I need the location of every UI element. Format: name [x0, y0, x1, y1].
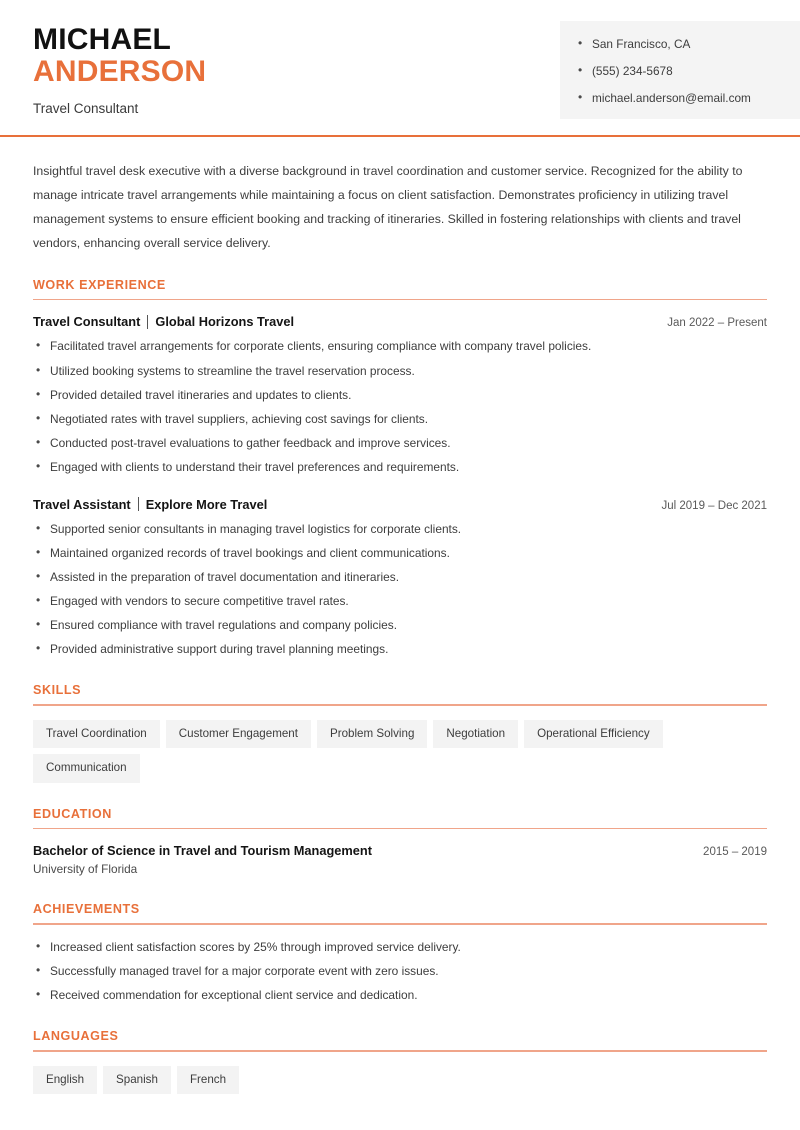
list-item: • Provided administrative support during travel planning meetings.	[33, 641, 767, 657]
section-divider	[33, 704, 767, 706]
section-title-languages: LANGUAGES	[33, 1029, 119, 1044]
education-degree: Bachelor of Science in Travel and Tourism Management	[33, 843, 372, 859]
achievements-bullet-list	[33, 939, 767, 1003]
skill-chip: Communication	[33, 754, 140, 782]
list-item: • Conducted post-travel evaluations to gather feedback and improve services.	[33, 435, 767, 451]
list-item: • Engaged with vendors to secure competitive travel rates.	[33, 593, 767, 609]
experience-entry	[33, 314, 767, 474]
experience-entry-header	[33, 497, 767, 512]
section-skills	[33, 683, 767, 783]
experience-title	[33, 314, 294, 329]
education-date: 2015 – 2019	[703, 846, 767, 859]
contact-item-phone	[578, 64, 786, 78]
list-item: • Successfully managed travel for a major corporate event with zero issues.	[33, 963, 767, 979]
contact-panel	[560, 21, 800, 119]
separator-bar-icon	[147, 315, 148, 329]
contact-item-location	[578, 37, 786, 51]
last-name: ANDERSON	[33, 55, 207, 89]
experience-title	[33, 497, 267, 512]
language-chip: French	[177, 1066, 239, 1094]
experience-role: Travel Consultant	[33, 314, 141, 330]
experience-role: Travel Assistant	[33, 496, 131, 512]
experience-entry	[33, 497, 767, 657]
skills-chip-group	[33, 720, 767, 783]
experience-entry-header	[33, 314, 767, 329]
experience-company: Explore More Travel	[145, 496, 268, 512]
experience-date: Jul 2019 – Dec 2021	[661, 499, 767, 512]
section-title-skills: SKILLS	[33, 683, 82, 698]
section-languages	[33, 1029, 767, 1094]
language-chip: English	[33, 1066, 97, 1094]
section-divider	[33, 828, 767, 830]
first-name: MICHAEL	[33, 23, 172, 56]
list-item: • Negotiated rates with travel suppliers, achieving cost savings for clients.	[33, 411, 767, 427]
skill-chip: Problem Solving	[317, 720, 427, 748]
list-item: • Assisted in the preparation of travel documentation and itineraries.	[33, 569, 767, 585]
section-education	[33, 807, 767, 877]
separator-bar-icon	[138, 497, 139, 511]
experience-bullet-list	[33, 521, 767, 657]
section-divider	[33, 1050, 767, 1052]
list-item: • Increased client satisfaction scores by 25% through improved service delivery.	[33, 939, 767, 955]
section-achievements	[33, 902, 767, 1003]
list-item: • Facilitated travel arrangements for corporate clients, ensuring compliance with company travel policies.	[33, 338, 767, 354]
experience-date: Jan 2022 – Present	[667, 317, 767, 330]
education-entry-header	[33, 843, 767, 858]
professional-title: Travel Consultant	[33, 100, 139, 116]
contact-email-text: michael.anderson@email.com	[592, 91, 751, 106]
education-school: University of Florida	[33, 862, 138, 877]
experience-company: Global Horizons Travel	[155, 314, 295, 330]
skill-chip: Customer Engagement	[166, 720, 311, 748]
skill-chip: Travel Coordination	[33, 720, 160, 748]
professional-summary: Insightful travel desk executive with a diverse background in travel coordination and customer service. Recognized for the ability to manage intricate travel arrangements while maintaining a focus on client satisfaction. Demonstrates proficiency in utilizing travel management systems to ensure efficient booking and tracking of itineraries. Skilled in fostering relationships with clients and travel vendors, enhancing overall service delivery.	[33, 164, 743, 250]
contact-phone-text: (555) 234-5678	[592, 64, 673, 79]
list-item: • Received commendation for exceptional client service and dedication.	[33, 987, 767, 1003]
list-item: • Utilized booking systems to streamline the travel reservation process.	[33, 363, 767, 379]
identity-block	[0, 0, 206, 116]
header-divider	[0, 135, 800, 137]
section-title-work-experience: WORK EXPERIENCE	[33, 277, 166, 292]
section-title-achievements: ACHIEVEMENTS	[33, 902, 140, 917]
experience-bullet-list	[33, 338, 767, 474]
section-work-experience	[33, 278, 767, 657]
contact-location-text: San Francisco, CA	[592, 37, 691, 51]
contact-item-email	[578, 91, 786, 105]
resume-content	[0, 160, 800, 1094]
languages-chip-group	[33, 1066, 767, 1094]
list-item: • Provided detailed travel itineraries and updates to clients.	[33, 387, 767, 403]
education-entry	[33, 843, 767, 876]
skill-chip: Operational Efficiency	[524, 720, 663, 748]
language-chip: Spanish	[103, 1066, 171, 1094]
section-title-education: EDUCATION	[33, 806, 112, 821]
resume-header	[0, 0, 800, 135]
skill-chip: Negotiation	[433, 720, 518, 748]
section-divider	[33, 299, 767, 301]
list-item: • Supported senior consultants in managing travel logistics for corporate clients.	[33, 521, 767, 537]
list-item: • Maintained organized records of travel bookings and client communications.	[33, 545, 767, 561]
list-item: • Ensured compliance with travel regulations and company policies.	[33, 617, 767, 633]
contact-list	[578, 37, 786, 105]
section-divider	[33, 923, 767, 925]
list-item: • Engaged with clients to understand their travel preferences and requirements.	[33, 459, 767, 475]
